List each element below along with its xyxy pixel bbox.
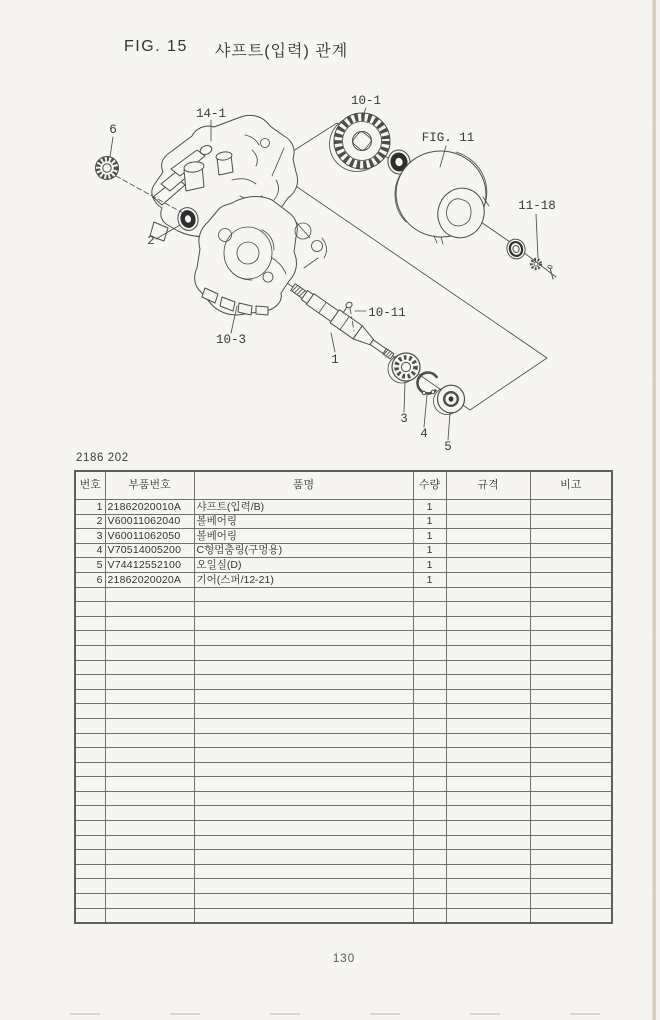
table-row-empty — [75, 587, 612, 602]
callout-1: 1 — [331, 353, 339, 367]
col-header-qty: 수량 — [413, 471, 446, 500]
table-row-empty — [75, 777, 612, 792]
table-row-empty — [75, 602, 612, 617]
callout-10-11: 10-11 — [368, 306, 406, 320]
col-header-no: 번호 — [75, 471, 105, 500]
table-row-empty — [75, 675, 612, 690]
col-header-spec: 규격 — [446, 471, 530, 500]
table-row-empty — [75, 660, 612, 675]
table-row-empty — [75, 631, 612, 646]
assembly-code: 2186 202 — [76, 452, 129, 464]
table-row: 3 V60011062050 볼베어링 1 — [75, 529, 612, 544]
parts-table — [74, 470, 613, 924]
parts-11-18 — [504, 237, 553, 279]
figure-number: FIG. 15 — [124, 38, 188, 55]
ball-bearing-part-3 — [388, 353, 420, 383]
callout-2: 2 — [147, 234, 155, 248]
callout-10-1: 10-1 — [350, 94, 382, 108]
table-row-empty — [75, 689, 612, 704]
table-row-empty — [75, 645, 612, 660]
scan-edge-right — [652, 0, 656, 1020]
callout-fig-11: FIG. 11 — [421, 131, 475, 145]
parts-table-empty-body — [75, 587, 612, 923]
figure-title: 샤프트(입력) 관계 — [214, 43, 349, 60]
table-row-empty — [75, 806, 612, 821]
callout-6: 6 — [109, 123, 117, 137]
col-header-note: 비고 — [530, 471, 612, 500]
table-row: 1 21862020010A 샤프트(입력/B) 1 — [75, 500, 612, 515]
table-row-empty — [75, 762, 612, 777]
table-row-empty — [75, 850, 612, 865]
callout-10-3: 10-3 — [215, 333, 247, 347]
gear-part-10-1 — [330, 113, 391, 172]
callout-4: 4 — [420, 427, 428, 441]
table-row-empty — [75, 733, 612, 748]
table-row-empty — [75, 616, 612, 631]
table-row: 6 21862020020A 기어(스퍼/12-21) 1 — [75, 572, 612, 587]
table-row: 2 V60011062040 볼베어링 1 — [75, 514, 612, 529]
table-row: 5 V74412552100 오일실(D) 1 — [75, 558, 612, 573]
col-header-name: 품명 — [194, 471, 413, 500]
table-row-empty — [75, 894, 612, 909]
table-row-empty — [75, 704, 612, 719]
table-row-empty — [75, 864, 612, 879]
scan-edge-bottom — [0, 1013, 660, 1015]
input-shaft-part-1 — [288, 280, 396, 363]
table-row-empty — [75, 821, 612, 836]
callout-11-18: 11-18 — [518, 199, 556, 213]
col-header-part-no: 부품번호 — [105, 471, 194, 500]
oil-seal-part-5 — [434, 385, 465, 414]
callout-14-1: 14-1 — [195, 107, 227, 121]
table-row-empty — [75, 835, 612, 850]
parts-table-body — [75, 500, 612, 588]
table-row-empty — [75, 908, 612, 923]
table-row-empty — [75, 879, 612, 894]
table-row-empty — [75, 718, 612, 733]
table-row-empty — [75, 748, 612, 763]
page-number: 130 — [332, 953, 356, 965]
table-row-empty — [75, 791, 612, 806]
callout-3: 3 — [400, 412, 408, 426]
exploded-diagram — [0, 0, 660, 468]
callout-5: 5 — [444, 440, 452, 454]
table-row: 4 V70514005200 C형멈춤링(구멍용) 1 — [75, 543, 612, 558]
parts-table-header — [75, 471, 612, 500]
